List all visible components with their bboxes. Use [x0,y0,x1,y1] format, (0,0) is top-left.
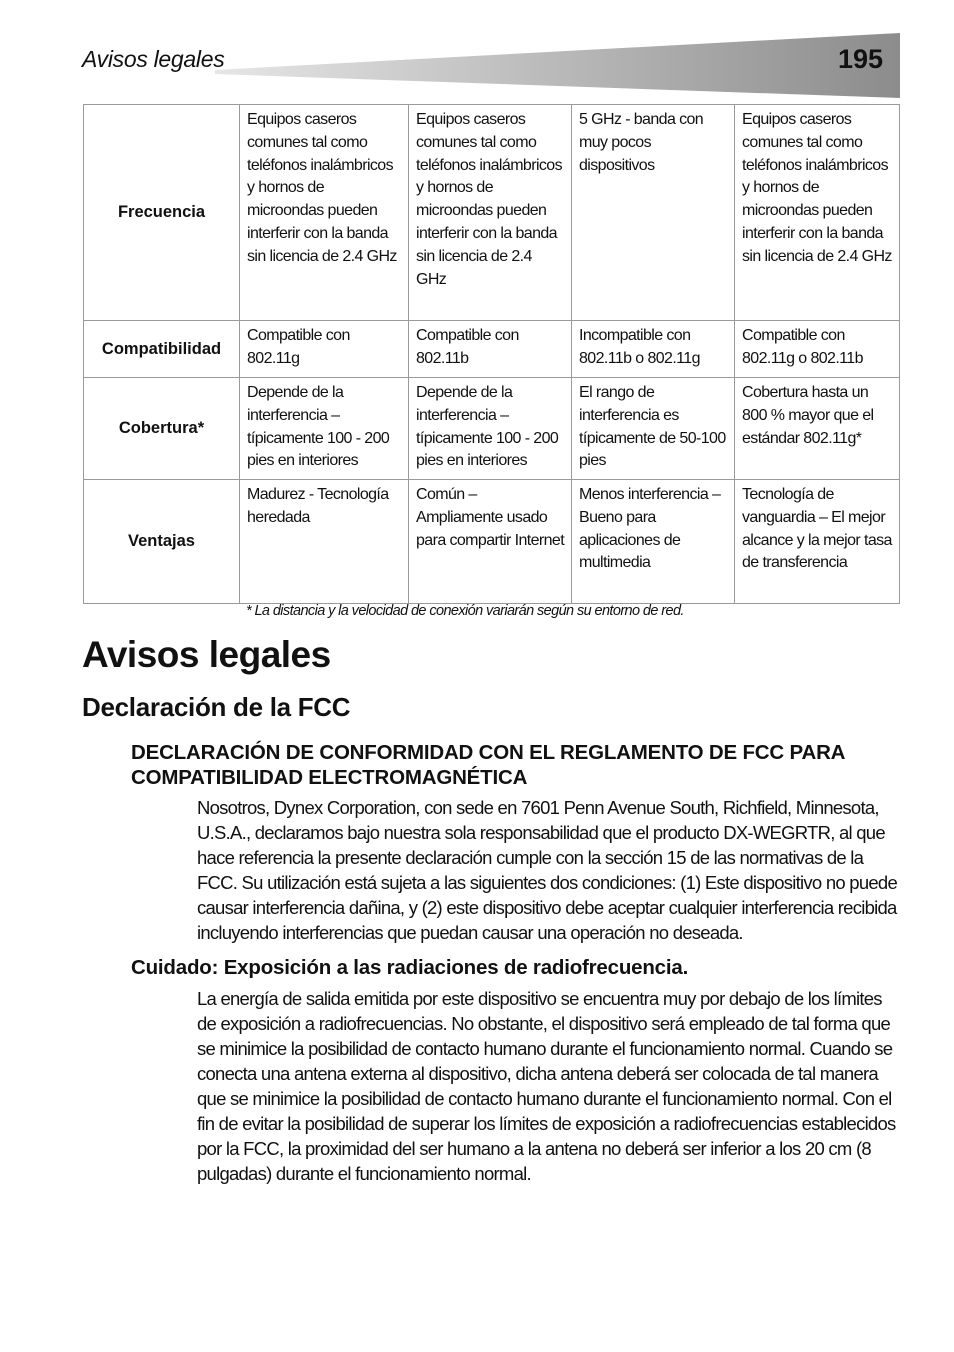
table-row [84,105,900,321]
table-cell: 5 GHz - banda con muy pocos dispositivos [572,105,735,321]
comparison-table [83,104,900,604]
table-footnote: * La distancia y la velocidad de conexión variarán según su entorno de red. [246,603,684,619]
row-header-frecuencia: Frecuencia [84,105,240,321]
table-cell: Menos interferencia – Bueno para aplicaciones de multimedia [572,480,735,604]
row-header-ventajas: Ventajas [84,480,240,604]
table-cell: Tecnología de vanguardia – El mejor alcance y la mejor tasa de transferencia [735,480,900,604]
caution-heading: Cuidado: Exposición a las radiaciones de radiofrecuencia. [131,956,689,979]
table-cell: Madurez - Tecnología heredada [240,480,409,604]
table-cell: Equipos caseros comunes tal como teléfonos inalámbricos y hornos de microondas pueden interferir con la banda sin licencia de 2.4 GHz [240,105,409,321]
caution-paragraph: La energía de salida emitida por este dispositivo se encuentra muy por debajo de los límites de exposición a radiofrecuencias. No obstante, el dispositivo será empleado de tal forma que se minimice la posibilidad de contacto humano durante el funcionamiento normal. Cuando se conecta una antena externa al dispositivo, dicha antena deberá ser colocada de tal manera que se minimice la posibilidad de contacto humano durante el funcionamiento normal. Con el fin de evitar la posibilidad de superar los límites de exposición a radiofrecuencias establecidos por la FCC, la proximidad del ser humano a la antena no deberá ser inferior a los 20 cm (8 pulgadas) durante el funcionamiento normal. [197,988,896,1184]
conformity-paragraph: Nosotros, Dynex Corporation, con sede en 7601 Penn Avenue South, Richfield, Minnesota, U.S.A., declaramos bajo nuestra sola responsabilidad que el producto DX-WEGRTR, al que hace referencia la presente declaración cumple con la sección 15 de las normativas de la FCC. Su utilización está sujeta a las siguientes dos condiciones: (1) Este dispositivo no puede causar interferencia dañina, y (2) este dispositivo debe aceptar cualquier interferencia recibida incluyendo interferencias que puedan causar una operación no deseada. [197,797,898,943]
running-head: Avisos legales [82,46,225,72]
section-title: Avisos legales [82,634,331,675]
table-cell: Compatible con 802.11b [409,321,572,378]
table-cell: Equipos caseros comunes tal como teléfonos inalámbricos y hornos de microondas pueden interferir con la banda sin licencia de 2.4 GHz [409,105,572,321]
table-cell: Incompatible con 802.11b o 802.11g [572,321,735,378]
table-cell: Depende de la interferencia – típicamente 100 - 200 pies en interiores [240,378,409,480]
table-row [84,480,900,604]
table-cell: Depende de la interferencia – típicamente 100 - 200 pies en interiores [409,378,572,480]
row-header-cobertura: Cobertura* [84,378,240,480]
subsection-title: Declaración de la FCC [82,692,351,722]
page-number: 195 [838,44,884,74]
row-header-compatibilidad: Compatibilidad [84,321,240,378]
table-cell: Equipos caseros comunes tal como teléfonos inalámbricos y hornos de microondas pueden interferir con la banda sin licencia de 2.4 GHz [735,105,900,321]
conformity-heading: DECLARACIÓN DE CONFORMIDAD CON EL REGLAMENTO DE FCC PARA COMPATIBILIDAD ELECTROMAGNÉTICA [131,741,845,789]
table-row [84,378,900,480]
table-cell: Compatible con 802.11g [240,321,409,378]
table-row [84,321,900,378]
table-cell: Cobertura hasta un 800 % mayor que el estándar 802.11g* [735,378,900,480]
table-cell: Compatible con 802.11g o 802.11b [735,321,900,378]
table-cell: Común – Ampliamente usado para compartir Internet [409,480,572,604]
table-cell: El rango de interferencia es típicamente de 50-100 pies [572,378,735,480]
